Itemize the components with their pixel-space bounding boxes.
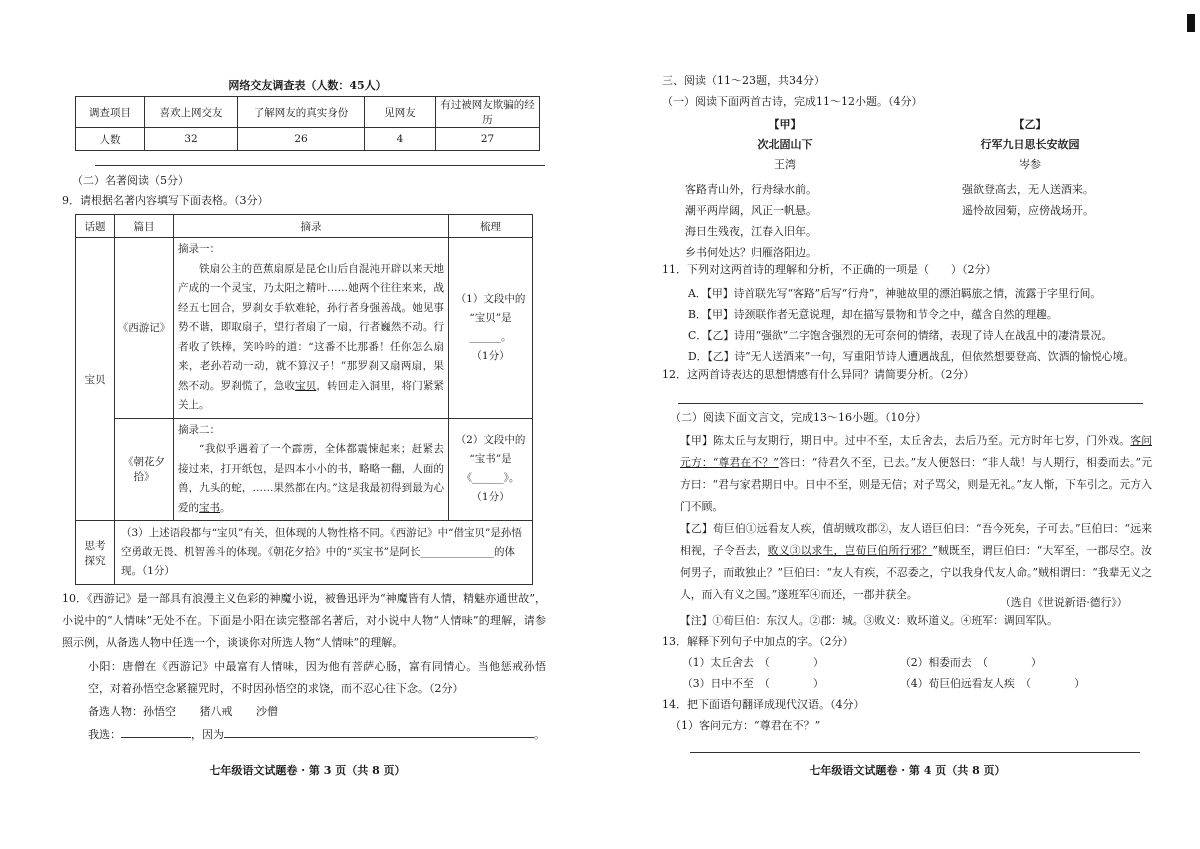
table-header: 话题 bbox=[76, 215, 115, 238]
poem-title: 行军九日思长安故园 bbox=[980, 138, 1080, 151]
survey-value: 32 bbox=[145, 128, 238, 151]
excerpt-label: 摘录一： bbox=[178, 243, 220, 255]
option-item: 孙悟空 bbox=[143, 705, 176, 718]
excerpt-text: “我似乎遇着了一个霹雳，全体都震悚起来；赶紧去接过来，打开纸包，是四本小小的书，略略一翻，人面的兽，九头的蛇，……果然都在内。”这是我最初得到最为心爱的宝书。 bbox=[178, 443, 444, 514]
poem-line: 海日生残夜，江春入旧年。 bbox=[685, 225, 817, 238]
poem-line: 遥怜故园菊，应傍战场开。 bbox=[962, 204, 1094, 217]
question-12: 12．这两首诗表达的思想情感有什么异同？请简要分析。（2分） bbox=[662, 368, 975, 381]
underlined-sentence: 客问元方：“尊君在不？” bbox=[680, 434, 1152, 469]
answer-line bbox=[690, 752, 1140, 753]
survey-header: 喜欢上网交友 bbox=[145, 97, 238, 128]
page-footer: 七年级语文试题卷 · 第 3 页（共 8 页） bbox=[209, 764, 406, 777]
question-10: 10．《西游记》是一部具有浪漫主义色彩的神魔小说，被鲁迅评为“神魔皆有人情，精魅亦通世故”，小说中的“人情味”无处不在。下面是小阳在读完整部名著后，对小说中人物“人情味”的理解，请参照示例，从备选人物中任选一个，谈谈你对所选人物“人情味”的理解。 bbox=[62, 592, 546, 649]
question-14-item: （1）客问元方：“尊君在不？” bbox=[670, 719, 821, 732]
option-item: 猪八戒 bbox=[199, 705, 233, 718]
question-9: 9．请根据名著内容填写下面表格。（3分） bbox=[62, 194, 269, 207]
survey-header: 调查项目 bbox=[76, 97, 145, 128]
options-row: 备选人物：孙悟空 猪八戒 沙僧 bbox=[88, 705, 278, 718]
table-header: 摘录 bbox=[174, 215, 449, 238]
poem-author: 王湾 bbox=[774, 158, 796, 171]
poem-line: 客路青山外，行舟绿水前。 bbox=[685, 183, 817, 196]
q13-item: （3）日中不至 （ ） bbox=[682, 677, 824, 690]
question-14: 14．把下面语句翻译成现代汉语。（4分） bbox=[662, 698, 865, 711]
passage-notes: 【注】①荀巨伯：东汉人。②郡：城。③败义：败坏道义。④班军：调回军队。 bbox=[680, 614, 1058, 627]
excerpt-label: 摘录二： bbox=[178, 423, 220, 436]
option-item: 沙僧 bbox=[256, 705, 278, 718]
survey-value: 27 bbox=[436, 128, 540, 151]
passage-source: （选自《世说新语·德行》） bbox=[1000, 596, 1128, 609]
poem-line: 乡书何处达？归雁洛阳边。 bbox=[685, 246, 817, 259]
question-10-example: 小阳：唐僧在《西游记》中最富有人情味，因为他有菩萨心肠，富有同情心。当他惩戒孙悟空，对着孙悟空念紧箍咒时，不时因孙悟空的求饶，而不忍心往下念。（2分） bbox=[88, 660, 546, 695]
survey-header: 见网友 bbox=[365, 97, 436, 128]
passage-b: 【乙】荀巨伯①远看友人疾，值胡贼攻郡②，友人语巨伯曰：“吾今死矣，子可去。”巨伯曰：“远来相视，子令吾去，败义③以求生，岂荀巨伯所行邪？”贼既至，谓巨伯曰：“大军至，一郡尽空。汝何男子，而敢独止？”巨伯曰：“友人有疾，不忍委之，宁以我身代友人命。”贼相谓曰：“我辈无义之人，而入有义之国。”遂班军④而还，一郡并获全。 bbox=[680, 522, 1153, 601]
topic-cell: 宝贝 bbox=[76, 238, 115, 521]
survey-header: 有过被网友欺骗的经历 bbox=[436, 97, 540, 128]
answer-blank[interactable]: 《______》。 bbox=[461, 472, 520, 485]
excerpt-cell bbox=[174, 418, 449, 521]
survey-header: 了解网友的真实身份 bbox=[238, 97, 365, 128]
poem-line: 强欲登高去，无人送酒来。 bbox=[962, 183, 1094, 196]
poem-tag: 【乙】 bbox=[1013, 118, 1047, 131]
question-11: 11．下列对这两首诗的理解和分析，不正确的一项是（ ）（2分） bbox=[662, 263, 997, 276]
note-cell: （2）文段中的 “宝书”是 《______》。 （1分） bbox=[449, 418, 533, 521]
passage-a: 【甲】陈太丘与友期行，期日中。过中不至，太丘舍去，去后乃至。元方时年七岁，门外戏。客问元方：“尊君在不？”答曰：“待君久不至，已去。”友人便怒曰：“非人哉！与人期行，相委而去。”元方曰：“君与家君期日中。日中不至，则是无信；对子骂父，则是无礼。”友人惭，下车引之。元方入门不顾。 bbox=[680, 434, 1153, 513]
survey-title: 网络交友调查表（人数：45人） bbox=[228, 79, 387, 92]
poem-title: 次北固山下 bbox=[757, 138, 813, 151]
option-item: B．【甲】诗颈联作者无意说理，却在描写景物和节令之中，蕴含自然的理趣。 bbox=[688, 308, 1058, 321]
part-heading: （二）阅读下面文言文，完成13～16小题。（10分） bbox=[670, 411, 927, 424]
reading-table bbox=[75, 214, 533, 585]
page-footer: 七年级语文试题卷 · 第 4 页（共 8 页） bbox=[809, 764, 1006, 777]
excerpt-text: 铁扇公主的芭蕉扇原是昆仑山后自混沌开辟以来天地产成的一个灵宝，乃太阳之精叶……她两个往往来来，战经五七回合，罗刹女手软难轮，孙行者身强善战。她见事势不谐，即取扇子，望行者扇了一扇，行者巍然不动。行者收了铁棒，笑吟吟的道：“这番不比那番！任你怎么扇来，老孙若动一动，就不算汉子！”那罗刹又扇两扇，果然不动。罗刹慌了，急收宝贝，转回走入洞里，将门紧紧关上。 bbox=[178, 262, 445, 411]
section-heading: 三、阅读（11～23题，共34分） bbox=[662, 74, 825, 87]
right-page bbox=[600, 0, 1200, 849]
table-header: 篇目 bbox=[115, 215, 174, 238]
option-item: D．【乙】诗“无人送酒来”一句，写重阳节诗人遭遇战乱，但依然想要登高、饮酒的愉悦心境。 bbox=[688, 350, 1135, 363]
answer-line bbox=[95, 165, 545, 166]
poem-author: 岑参 bbox=[1019, 158, 1041, 171]
table-header: 梳理 bbox=[449, 215, 533, 238]
q13-item: （1）太丘舍去 （ ） bbox=[682, 656, 824, 669]
question-13: 13．解释下列句子中加点的字。（2分） bbox=[662, 635, 854, 648]
explore-label: 思考探究 bbox=[76, 521, 115, 585]
survey-value: 26 bbox=[238, 128, 365, 151]
option-item: A．【甲】诗首联先写“客路”后写“行舟”，神驰故里的漂泊羁旅之情，流露于字里行间。 bbox=[688, 287, 1102, 300]
answer-blank-reason[interactable] bbox=[224, 726, 534, 738]
poem-lines bbox=[962, 179, 1094, 221]
survey-table bbox=[75, 96, 540, 151]
q13-item: （4）荀巨伯远看友人疾 （ ） bbox=[900, 677, 1086, 690]
question-11-options bbox=[688, 283, 1134, 367]
survey-row-label: 人数 bbox=[76, 128, 145, 151]
book-cell: 《西游记》 bbox=[115, 238, 174, 419]
book-cell: 《朝花夕拾》 bbox=[115, 418, 174, 521]
poem-tag: 【甲】 bbox=[768, 118, 802, 131]
answer-row: 我选： ，因为 。 bbox=[88, 728, 545, 741]
answer-blank-choice[interactable] bbox=[121, 726, 191, 738]
underlined-sentence: 败义③以求生，岂荀巨伯所行邪？ bbox=[767, 544, 933, 557]
excerpt-cell bbox=[174, 238, 449, 419]
option-item: C．【乙】诗用“强欲”二字饱含强烈的无可奈何的情绪，表现了诗人在战乱中的凄清景况。 bbox=[688, 329, 1113, 342]
answer-line bbox=[678, 403, 1143, 404]
poem-line: 潮平两岸阔，风正一帆悬。 bbox=[685, 204, 817, 217]
answer-blank[interactable]: ______。 bbox=[469, 330, 512, 343]
explore-text: （3）上述语段都与“宝贝”有关，但体现的人物性格不同。《西游记》中“借宝贝”是孙悟空勇敢无畏、机智善斗的体现。《朝花夕拾》中的“买宝书”是阿长______________的体现。（1分） bbox=[115, 521, 533, 585]
poem-lines bbox=[685, 179, 817, 263]
part-heading: （一）阅读下面两首古诗，完成11～12小题。（4分） bbox=[662, 95, 923, 108]
section-heading: （二）名著阅读（5分） bbox=[72, 174, 189, 187]
q13-item: （2）相委而去 （ ） bbox=[900, 656, 1042, 669]
registration-mark bbox=[1187, 14, 1195, 32]
note-cell: （1）文段中的 “宝贝”是 ______。 （1分） bbox=[449, 238, 533, 419]
survey-value: 4 bbox=[365, 128, 436, 151]
